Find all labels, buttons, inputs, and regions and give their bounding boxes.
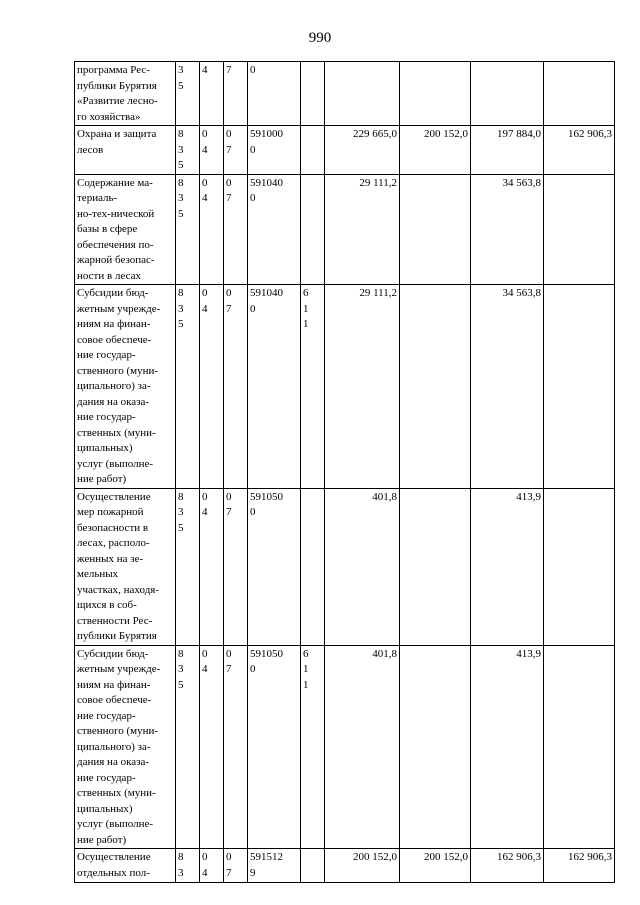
table-row — [75, 488, 615, 645]
code-cell-4: 591050 0 — [248, 645, 301, 849]
value-cell-2: 200 152,0 — [400, 126, 471, 175]
value-cell-3: 413,9 — [471, 488, 544, 645]
value-cell-4 — [544, 62, 615, 126]
value-cell-3: 413,9 — [471, 645, 544, 849]
code-cell-2: 0 4 — [200, 174, 224, 285]
code-cell-4: 591050 0 — [248, 488, 301, 645]
value-cell-2 — [400, 62, 471, 126]
value-cell-2: 200 152,0 — [400, 849, 471, 883]
table-row — [75, 126, 615, 175]
code-cell-3: 0 7 — [224, 645, 248, 849]
value-cell-2 — [400, 488, 471, 645]
value-cell-3 — [471, 62, 544, 126]
row-name-cell: Осуществление отдельных пол- — [75, 849, 176, 883]
code-cell-5 — [301, 849, 325, 883]
code-cell-1: 8 3 5 — [176, 488, 200, 645]
code-cell-2: 0 4 — [200, 849, 224, 883]
value-cell-3: 34 563,8 — [471, 174, 544, 285]
row-name-cell: Субсидии бюд- жетным учрежде- ниям на финан- совое обеспече- ние государ- ственного (муни- ципального) за- дания на оказа- ние государ- ственных (муни- ципальных) услуг (выполне- ние работ) — [75, 645, 176, 849]
row-name-cell: Охрана и защита лесов — [75, 126, 176, 175]
budget-table — [74, 61, 615, 883]
code-cell-3: 0 7 — [224, 488, 248, 645]
code-cell-3: 0 7 — [224, 285, 248, 489]
value-cell-3: 197 884,0 — [471, 126, 544, 175]
row-name-cell: программа Рес- публики Бурятия «Развитие лесно- го хозяйства» — [75, 62, 176, 126]
code-cell-5: 6 1 1 — [301, 645, 325, 849]
value-cell-1 — [325, 62, 400, 126]
code-cell-4: 591040 0 — [248, 174, 301, 285]
code-cell-3: 0 7 — [224, 174, 248, 285]
code-cell-5 — [301, 62, 325, 126]
code-cell-1: 8 3 5 — [176, 126, 200, 175]
code-cell-4: 591040 0 — [248, 285, 301, 489]
row-name-cell: Субсидии бюд- жетным учрежде- ниям на финан- совое обеспече- ние государ- ственного (муни- ципального) за- дания на оказа- ние государ- ственных (муни- ципальных) услуг (выполне- ние работ) — [75, 285, 176, 489]
code-cell-2: 0 4 — [200, 645, 224, 849]
code-cell-4: 591512 9 — [248, 849, 301, 883]
code-cell-2: 0 4 — [200, 488, 224, 645]
value-cell-1: 200 152,0 — [325, 849, 400, 883]
code-cell-5 — [301, 174, 325, 285]
code-cell-1: 8 3 5 — [176, 645, 200, 849]
value-cell-2 — [400, 285, 471, 489]
value-cell-4 — [544, 488, 615, 645]
code-cell-1: 8 3 5 — [176, 174, 200, 285]
code-cell-4: 591000 0 — [248, 126, 301, 175]
table-row — [75, 174, 615, 285]
code-cell-3: 0 7 — [224, 126, 248, 175]
code-cell-2: 0 4 — [200, 285, 224, 489]
table-body — [75, 62, 615, 883]
value-cell-1: 29 111,2 — [325, 174, 400, 285]
value-cell-4: 162 906,3 — [544, 126, 615, 175]
value-cell-1: 401,8 — [325, 488, 400, 645]
value-cell-1: 29 111,2 — [325, 285, 400, 489]
page-number: 990 — [308, 30, 332, 46]
table-row — [75, 62, 615, 126]
value-cell-2 — [400, 645, 471, 849]
row-name-cell: Осуществление мер пожарной безопасности в лесах, располо- женных на зе- мельных участках, находя- щихся в соб- ственности Рес- публики Бурятия — [75, 488, 176, 645]
code-cell-3: 0 7 — [224, 849, 248, 883]
code-cell-2: 4 — [200, 62, 224, 126]
code-cell-5 — [301, 126, 325, 175]
code-cell-1: 8 3 — [176, 849, 200, 883]
value-cell-4: 162 906,3 — [544, 849, 615, 883]
value-cell-4 — [544, 285, 615, 489]
value-cell-3: 162 906,3 — [471, 849, 544, 883]
table-row — [75, 285, 615, 489]
value-cell-2 — [400, 174, 471, 285]
code-cell-3: 7 — [224, 62, 248, 126]
table-row — [75, 645, 615, 849]
code-cell-2: 0 4 — [200, 126, 224, 175]
value-cell-3: 34 563,8 — [471, 285, 544, 489]
table-row — [75, 849, 615, 883]
value-cell-1: 401,8 — [325, 645, 400, 849]
code-cell-5 — [301, 488, 325, 645]
code-cell-5: 6 1 1 — [301, 285, 325, 489]
row-name-cell: Содержание ма- териаль- но-тех-нической базы в сфере обеспечения по- жарной безопас- ности в лесах — [75, 174, 176, 285]
value-cell-4 — [544, 174, 615, 285]
code-cell-1: 8 3 5 — [176, 285, 200, 489]
code-cell-1: 3 5 — [176, 62, 200, 126]
value-cell-4 — [544, 645, 615, 849]
code-cell-4: 0 — [248, 62, 301, 126]
value-cell-1: 229 665,0 — [325, 126, 400, 175]
